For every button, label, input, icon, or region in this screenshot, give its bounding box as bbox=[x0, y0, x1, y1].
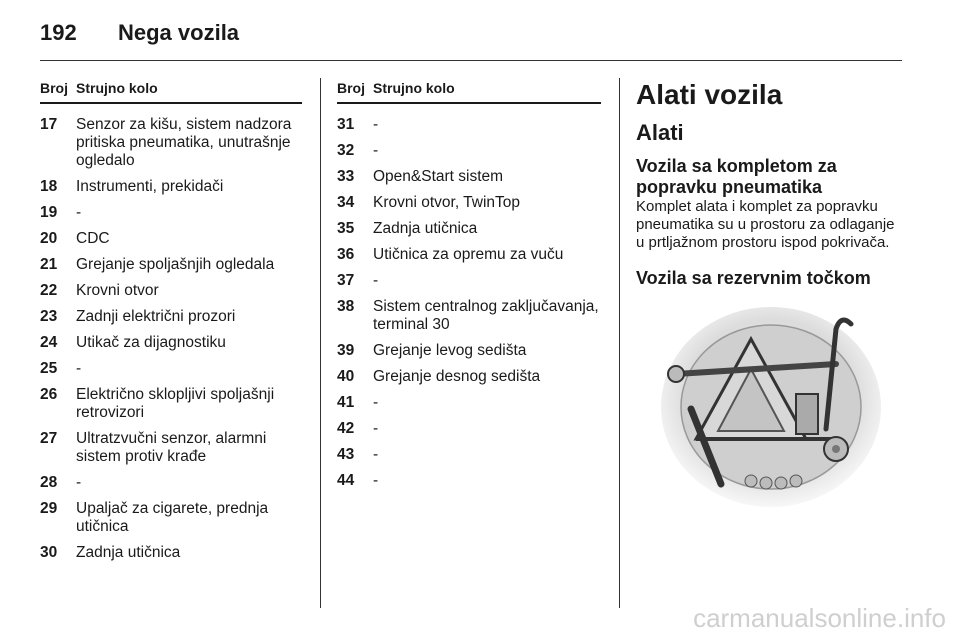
fuse-number: 19 bbox=[40, 204, 58, 221]
table-row bbox=[40, 500, 302, 536]
fuse-number: 30 bbox=[40, 544, 58, 561]
table-row bbox=[337, 168, 601, 186]
tool-kit-illustration bbox=[636, 299, 902, 509]
fuse-number: 44 bbox=[337, 472, 355, 489]
tools-section bbox=[636, 80, 902, 514]
fuse-number: 28 bbox=[40, 474, 58, 491]
fuse-circuit: Utičnica za opremu za vuču bbox=[373, 246, 564, 263]
fuse-circuit: - bbox=[373, 446, 379, 463]
fuse-number: 18 bbox=[40, 178, 58, 195]
fuse-circuit: - bbox=[76, 360, 82, 377]
fuse-number: 20 bbox=[40, 230, 58, 247]
fuse-circuit: - bbox=[373, 420, 379, 437]
table-row bbox=[337, 446, 601, 464]
fuse-circuit: Sistem centralnog zaključavanja, terminal 30 bbox=[373, 298, 599, 333]
fuse-number: 38 bbox=[337, 298, 355, 315]
table-rows bbox=[337, 104, 601, 490]
fuse-number: 25 bbox=[40, 360, 58, 377]
fuse-number: 24 bbox=[40, 334, 58, 351]
fuse-circuit: Grejanje desnog sedišta bbox=[373, 368, 541, 385]
fuse-number: 40 bbox=[337, 368, 355, 385]
fuse-number: 35 bbox=[337, 220, 355, 237]
fuse-number: 33 bbox=[337, 168, 355, 185]
header-circuit: Strujno kolo bbox=[373, 80, 455, 96]
fuse-number: 26 bbox=[40, 386, 58, 403]
page-title: Nega vozila bbox=[118, 20, 240, 45]
watermark: carmanualsonline.info bbox=[693, 603, 946, 633]
fuse-circuit: Zadnja utičnica bbox=[373, 220, 478, 237]
fuse-number: 37 bbox=[337, 272, 355, 289]
fuse-circuit: - bbox=[373, 394, 379, 411]
header-number: Broj bbox=[40, 80, 68, 96]
fuse-circuit: Krovni otvor bbox=[76, 282, 159, 299]
table-row bbox=[40, 230, 302, 248]
fuse-circuit: Grejanje spoljašnjih ogledala bbox=[76, 256, 275, 273]
fuse-number: 22 bbox=[40, 282, 58, 299]
fuse-circuit: - bbox=[76, 474, 82, 491]
fuse-number: 41 bbox=[337, 394, 355, 411]
fuse-number: 31 bbox=[337, 116, 355, 133]
header-circuit: Strujno kolo bbox=[76, 80, 158, 96]
section-title: Alati vozila bbox=[636, 79, 783, 110]
table-row bbox=[337, 220, 601, 238]
table-row bbox=[40, 308, 302, 326]
table-row bbox=[40, 430, 302, 466]
fuse-number: 42 bbox=[337, 420, 355, 437]
fuse-circuit: - bbox=[373, 472, 379, 489]
table-row bbox=[337, 342, 601, 360]
fuse-number: 36 bbox=[337, 246, 355, 263]
table-row bbox=[40, 360, 302, 378]
fuse-circuit: Zadnja utičnica bbox=[76, 544, 181, 561]
table-row bbox=[40, 178, 302, 196]
table-row bbox=[337, 394, 601, 412]
fuse-circuit: Ultratzvučni senzor, alarmni sistem protiv krađe bbox=[76, 430, 267, 465]
table-row bbox=[40, 386, 302, 422]
fuse-circuit: Zadnji električni prozori bbox=[76, 308, 236, 325]
table-row bbox=[40, 282, 302, 300]
page-number: 192 bbox=[40, 20, 77, 45]
table-row bbox=[337, 368, 601, 386]
fuse-circuit: Instrumenti, prekidači bbox=[76, 178, 224, 195]
table-rows bbox=[40, 104, 302, 562]
fuse-circuit: CDC bbox=[76, 230, 110, 247]
table-row bbox=[337, 142, 601, 160]
column-separator bbox=[619, 78, 620, 608]
table-row bbox=[40, 474, 302, 492]
header-rule bbox=[40, 60, 902, 61]
fuse-number: 34 bbox=[337, 194, 355, 211]
table-row bbox=[337, 246, 601, 264]
table-row bbox=[337, 116, 601, 134]
table-header bbox=[337, 80, 601, 104]
fuse-number: 21 bbox=[40, 256, 58, 273]
paragraph-repair-kit: Komplet alata i komplet za popravku pneumatika su u prostoru za odlaganje u prtljažnom prostoru ispod pokrivača. bbox=[636, 198, 895, 251]
table-row bbox=[40, 116, 302, 170]
fuse-circuit: Grejanje levog sedišta bbox=[373, 342, 527, 359]
fuse-number: 29 bbox=[40, 500, 58, 517]
table-row bbox=[337, 272, 601, 290]
fuse-circuit: - bbox=[76, 204, 82, 221]
table-row bbox=[337, 472, 601, 490]
fuse-number: 43 bbox=[337, 446, 355, 463]
fuse-number: 17 bbox=[40, 116, 58, 133]
section-subtitle: Alati bbox=[636, 120, 684, 145]
fuse-circuit: Upaljač za cigarete, prednja utičnica bbox=[76, 500, 269, 535]
fuse-circuit: Open&Start sistem bbox=[373, 168, 504, 185]
fuse-number: 23 bbox=[40, 308, 58, 325]
fuse-table-right bbox=[337, 80, 601, 490]
table-row bbox=[40, 334, 302, 352]
fuse-number: 32 bbox=[337, 142, 355, 159]
table-row bbox=[337, 194, 601, 212]
table-row bbox=[40, 544, 302, 562]
heading-repair-kit: Vozila sa kompletom za popravku pneumatika bbox=[636, 156, 837, 197]
fuse-circuit: Električno sklopljivi spoljašnji retrovizori bbox=[76, 386, 275, 421]
column-separator bbox=[320, 78, 321, 608]
fuse-circuit: Senzor za kišu, sistem nadzora pritiska pneumatika, unutrašnje ogledalo bbox=[76, 116, 292, 169]
table-row bbox=[337, 298, 601, 334]
fuse-number: 27 bbox=[40, 430, 58, 447]
table-header bbox=[40, 80, 302, 104]
fuse-circuit: Utikač za dijagnostiku bbox=[76, 334, 226, 351]
fuse-number: 39 bbox=[337, 342, 355, 359]
fuse-circuit: - bbox=[373, 116, 379, 133]
header-number: Broj bbox=[337, 80, 365, 96]
table-row bbox=[337, 420, 601, 438]
fuse-table-left bbox=[40, 80, 302, 562]
heading-spare-wheel: Vozila sa rezervnim točkom bbox=[636, 268, 871, 288]
fuse-circuit: Krovni otvor, TwinTop bbox=[373, 194, 521, 211]
fuse-circuit: - bbox=[373, 272, 379, 289]
fuse-circuit: - bbox=[373, 142, 379, 159]
table-row bbox=[40, 256, 302, 274]
table-row bbox=[40, 204, 302, 222]
